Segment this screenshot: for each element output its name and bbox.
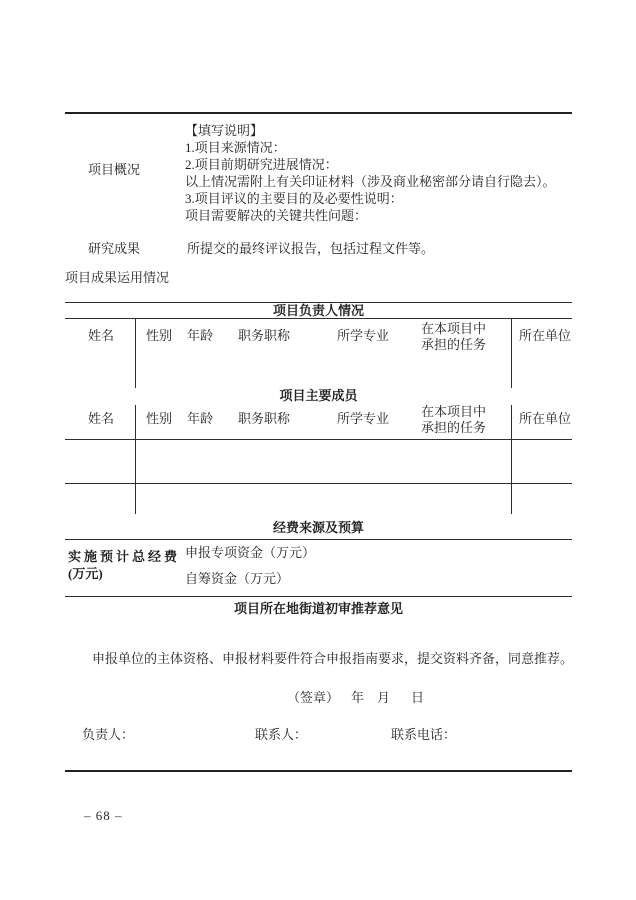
- application-label: 项目成果运用情况: [65, 270, 170, 285]
- budget-total-label-line1: 实施预计总经费: [68, 549, 181, 564]
- members-col-name: 姓名: [88, 411, 115, 426]
- budget-top-rule: [65, 539, 572, 540]
- members-col-task: [421, 404, 485, 436]
- members-row-rule-2: [65, 483, 572, 484]
- members-row1-vline-left: [135, 440, 136, 483]
- leader-col-task: [421, 321, 485, 353]
- members-header-vline-right: [511, 405, 512, 439]
- instruction-line-1: 1.项目来源情况：: [185, 140, 286, 155]
- instructions-title: 【填写说明】: [185, 123, 264, 138]
- members-col-task-line1: 在本项目中: [421, 404, 487, 419]
- year-label: 年: [351, 690, 365, 705]
- budget-title: 经费来源及预算: [272, 520, 364, 535]
- leader-col-position: 职务职称: [238, 328, 291, 343]
- contact-phone-label: 联系电话：: [391, 727, 457, 742]
- budget-special-fund: 申报专项资金（万元）: [185, 545, 316, 560]
- results-label: 研究成果: [88, 241, 141, 256]
- members-col-gender: 性别: [146, 411, 173, 426]
- leader-col-age: 年龄: [187, 328, 214, 343]
- leader-col-gender: 性别: [146, 328, 173, 343]
- leader-col-task-line2: 承担的任务: [421, 337, 487, 352]
- recommendation-statement: 申报单位的主体资格、申报材料要件符合申报指南要求，提交资料齐备，同意推荐。: [92, 651, 574, 666]
- month-label: 月: [377, 690, 391, 705]
- leader-col-unit: 所在单位: [519, 328, 572, 343]
- leader-table-header-rule: [65, 318, 572, 319]
- members-row2-vline-left: [135, 484, 136, 514]
- budget-total-label-line2: (万元): [68, 566, 103, 581]
- budget-bottom-rule: [65, 596, 572, 597]
- leader-col-task-line1: 在本项目中: [421, 321, 487, 336]
- leader-table-title: 项目负责人情况: [272, 303, 364, 318]
- members-header-vline-left: [135, 405, 136, 439]
- budget-self-fund: 自筹资金（万元）: [185, 571, 290, 586]
- bottom-rule: [65, 770, 572, 772]
- members-row2-vline-right: [511, 484, 512, 514]
- page-number: – 68 –: [84, 808, 123, 823]
- overview-label: 项目概况: [88, 162, 141, 177]
- members-col-major: 所学专业: [337, 411, 390, 426]
- recommendation-title: 项目所在地街道初审推荐意见: [233, 601, 403, 616]
- day-label: 日: [411, 690, 425, 705]
- members-row1-vline-right: [511, 440, 512, 483]
- instruction-line-4: 3.项目评议的主要目的及必要性说明：: [185, 191, 403, 206]
- members-col-age: 年龄: [187, 411, 214, 426]
- leader-table-vline-right: [511, 319, 512, 388]
- leader-col-major: 所学专业: [337, 328, 390, 343]
- instruction-line-5: 项目需要解决的关键共性问题：: [185, 208, 368, 223]
- seal-label: （签章）: [287, 690, 340, 705]
- members-row-rule-1: [65, 439, 572, 440]
- leader-col-name: 姓名: [88, 328, 115, 343]
- members-col-unit: 所在单位: [519, 411, 572, 426]
- members-col-position: 职务职称: [238, 411, 291, 426]
- results-content: 所提交的最终评议报告，包括过程文件等。: [187, 241, 435, 256]
- top-rule: [65, 112, 572, 114]
- contact-person-label: 联系人：: [255, 727, 308, 742]
- responsible-person-label: 负责人：: [82, 727, 135, 742]
- instruction-line-2: 2.项目前期研究进展情况：: [185, 157, 338, 172]
- members-table-title: 项目主要成员: [279, 388, 358, 403]
- members-col-task-line2: 承担的任务: [421, 420, 487, 435]
- leader-table-vline-left: [135, 319, 136, 388]
- instruction-line-3: 以上情况需附上有关印证材料（涉及商业秘密部分请自行隐去）。: [185, 174, 556, 189]
